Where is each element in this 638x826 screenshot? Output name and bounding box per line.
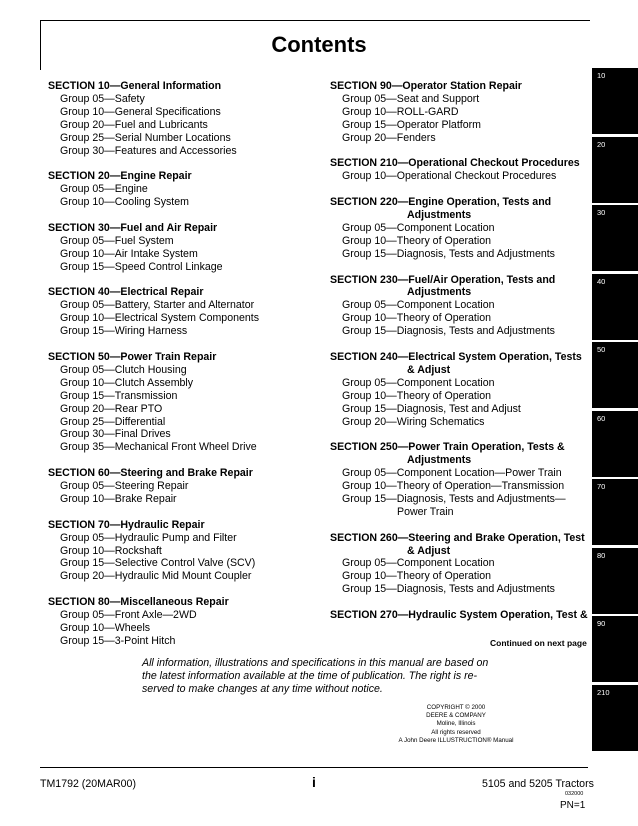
group-entry-line: Group 10—Brake Repair bbox=[60, 492, 177, 505]
group-entry-line: Group 10—Cooling System bbox=[60, 196, 189, 209]
contents-section bbox=[330, 157, 590, 183]
section-title[interactable] bbox=[48, 170, 323, 183]
group-entry[interactable] bbox=[48, 312, 323, 325]
contents-section bbox=[330, 441, 590, 518]
group-entry[interactable] bbox=[330, 170, 590, 183]
contents-section bbox=[330, 532, 590, 597]
copyright-line: Moline, Illinois bbox=[436, 720, 476, 728]
group-entry[interactable] bbox=[330, 93, 590, 106]
section-title[interactable] bbox=[48, 467, 323, 480]
group-entry[interactable] bbox=[48, 299, 323, 312]
group-entry-line: Group 35—Mechanical Front Wheel Drive bbox=[60, 441, 257, 454]
group-entry[interactable] bbox=[330, 248, 590, 261]
group-entry-line: Group 05—Component Location bbox=[342, 557, 495, 570]
section-tab[interactable] bbox=[592, 685, 638, 751]
contents-section bbox=[48, 519, 323, 584]
section-tab-label: 50 bbox=[597, 345, 606, 354]
group-entry[interactable] bbox=[330, 570, 590, 583]
group-entry-line: Group 05—Component Location bbox=[342, 376, 495, 389]
group-entry[interactable] bbox=[48, 235, 323, 248]
frame-top-rule bbox=[40, 20, 590, 21]
contents-section bbox=[48, 467, 323, 506]
group-entry[interactable] bbox=[330, 583, 590, 596]
group-entry-line: Group 05—Front Axle—2WD bbox=[60, 609, 197, 622]
section-tab[interactable] bbox=[592, 342, 638, 408]
group-entry[interactable] bbox=[48, 609, 323, 622]
group-entry[interactable] bbox=[48, 493, 323, 506]
group-entry-line: Group 20—Fuel and Lubricants bbox=[60, 118, 208, 131]
group-entry[interactable] bbox=[48, 480, 323, 493]
group-entry[interactable] bbox=[48, 557, 323, 570]
group-entry[interactable] bbox=[48, 441, 323, 454]
group-entry[interactable] bbox=[48, 119, 323, 132]
group-entry[interactable] bbox=[330, 119, 590, 132]
page-title: Contents bbox=[271, 32, 367, 57]
section-tab-label: 20 bbox=[597, 139, 606, 149]
group-entry-line: Group 05—Clutch Housing bbox=[60, 363, 187, 376]
section-tab[interactable] bbox=[592, 137, 638, 203]
group-entry[interactable] bbox=[48, 132, 323, 145]
group-entry-line: Group 05—Safety bbox=[60, 92, 145, 105]
section-title-line: SECTION 10—General Information bbox=[48, 80, 222, 92]
copyright-block bbox=[386, 704, 526, 745]
section-title[interactable] bbox=[330, 196, 590, 222]
section-title-line: SECTION 210—Operational Checkout Procedures bbox=[330, 157, 580, 170]
section-title-line: SECTION 50—Power Train Repair bbox=[48, 350, 217, 363]
section-title-line: SECTION 250—Power Train Operation, Tests & bbox=[330, 441, 565, 454]
copyright-line: DEERE & COMPANY bbox=[426, 712, 486, 720]
section-title[interactable] bbox=[48, 222, 323, 235]
group-entry[interactable] bbox=[48, 196, 323, 209]
group-entry-line: Group 10—Operational Checkout Procedures bbox=[342, 170, 557, 183]
section-title[interactable] bbox=[330, 80, 590, 93]
section-title-line: SECTION 270—Hydraulic System Operation, Test & bbox=[330, 609, 588, 622]
group-entry[interactable] bbox=[48, 93, 323, 106]
group-entry-line: Group 10—Clutch Assembly bbox=[60, 376, 194, 389]
copyright-line: COPYRIGHT © 2000 bbox=[426, 704, 486, 711]
group-entry-line: Group 15—Diagnosis, Test and Adjust bbox=[342, 402, 521, 415]
group-entry[interactable] bbox=[48, 145, 323, 158]
section-tab-label: 80 bbox=[597, 550, 606, 560]
footer-pn: PN=1 bbox=[560, 800, 586, 811]
section-title[interactable] bbox=[48, 80, 323, 93]
section-tab-label: 210 bbox=[597, 687, 610, 697]
group-entry-line: Group 15—Operator Platform bbox=[342, 118, 481, 131]
group-entry-line: Group 10—Theory of Operation—Transmission bbox=[342, 480, 565, 493]
group-entry-line: Group 05—Component Location bbox=[342, 299, 495, 312]
group-entry-line: Group 05—Fuel System bbox=[60, 234, 174, 247]
group-entry[interactable] bbox=[48, 377, 323, 390]
section-title[interactable] bbox=[330, 351, 590, 377]
group-entry-line: Group 30—Final Drives bbox=[60, 428, 171, 441]
group-entry[interactable] bbox=[48, 183, 323, 196]
group-entry-line: Group 30—Features and Accessories bbox=[60, 144, 237, 157]
group-entry-line: Power Train bbox=[397, 505, 454, 518]
section-title-line: SECTION 240—Electrical System Operation, Tests bbox=[330, 350, 582, 363]
group-entry[interactable] bbox=[330, 467, 590, 480]
group-entry[interactable] bbox=[330, 390, 590, 403]
section-title[interactable] bbox=[48, 286, 323, 299]
group-entry-line: Group 10—General Specifications bbox=[60, 105, 221, 118]
group-entry-line: Group 15—Speed Control Linkage bbox=[60, 260, 223, 273]
group-entry[interactable] bbox=[48, 364, 323, 377]
section-title-line: SECTION 80—Miscellaneous Repair bbox=[48, 596, 229, 609]
group-entry-line: Group 20—Rear PTO bbox=[60, 402, 163, 415]
section-title[interactable] bbox=[48, 596, 323, 609]
group-entry[interactable] bbox=[48, 416, 323, 429]
group-entry-line: Group 20—Hydraulic Mid Mount Coupler bbox=[60, 570, 252, 583]
group-entry[interactable] bbox=[330, 235, 590, 248]
group-entry[interactable] bbox=[48, 248, 323, 261]
contents-left-column bbox=[48, 80, 323, 661]
group-entry-line: Group 15—3-Point Hitch bbox=[60, 634, 176, 647]
group-entry-line: Group 10—ROLL-GARD bbox=[342, 105, 459, 118]
section-tab[interactable] bbox=[592, 68, 638, 134]
group-entry-line: Group 10—Theory of Operation bbox=[342, 234, 491, 247]
section-title-line: & Adjust bbox=[407, 544, 451, 557]
section-tab[interactable] bbox=[592, 274, 638, 340]
section-title-line: SECTION 70—Hydraulic Repair bbox=[48, 518, 205, 531]
section-tab-label: 90 bbox=[597, 619, 606, 628]
contents-section bbox=[330, 609, 590, 622]
group-entry[interactable] bbox=[330, 403, 590, 416]
contents-section bbox=[330, 351, 590, 428]
copyright-line: All rights reserved bbox=[431, 728, 481, 736]
section-title-line: SECTION 90—Operator Station Repair bbox=[330, 80, 522, 92]
footer-code: 032000 bbox=[565, 791, 584, 797]
group-entry-line: Group 10—Theory of Operation bbox=[342, 570, 491, 583]
section-title-line: Adjustments bbox=[407, 286, 472, 299]
section-tab[interactable] bbox=[592, 205, 638, 271]
group-entry[interactable] bbox=[48, 106, 323, 119]
group-entry-line: Group 15—Diagnosis, Tests and Adjustments bbox=[342, 247, 555, 260]
group-entry-line: Group 15—Selective Control Valve (SCV) bbox=[60, 557, 256, 570]
section-title[interactable] bbox=[330, 532, 590, 558]
contents-section bbox=[330, 274, 590, 339]
group-entry[interactable] bbox=[48, 635, 323, 648]
group-entry-line: Group 10—Theory of Operation bbox=[342, 389, 491, 402]
group-entry[interactable] bbox=[48, 532, 323, 545]
contents-right-column bbox=[330, 80, 590, 635]
contents-section bbox=[48, 80, 323, 157]
contents-section bbox=[48, 351, 323, 454]
group-entry-line: Group 10—Wheels bbox=[60, 621, 151, 634]
group-entry-line: Group 05—Component Location bbox=[342, 221, 495, 234]
section-tab-label: 60 bbox=[597, 413, 606, 423]
section-title-line: Adjustments bbox=[407, 209, 472, 222]
section-title[interactable] bbox=[330, 157, 590, 170]
section-tab[interactable] bbox=[592, 616, 638, 682]
footer-product: 5105 and 5205 Tractors bbox=[482, 778, 594, 790]
frame-bottom-rule bbox=[40, 767, 588, 768]
group-entry-line: Group 10—Rockshaft bbox=[60, 544, 162, 557]
section-title[interactable] bbox=[48, 519, 323, 532]
section-title-line: SECTION 260—Steering and Brake Operation, Test bbox=[330, 531, 585, 544]
group-entry-line: Group 05—Hydraulic Pump and Filter bbox=[60, 531, 237, 544]
contents-section bbox=[330, 196, 590, 261]
group-entry[interactable] bbox=[330, 106, 590, 119]
contents-section bbox=[48, 596, 323, 648]
group-entry-line: Group 15—Wiring Harness bbox=[60, 325, 188, 338]
group-entry-line: Group 10—Air Intake System bbox=[60, 247, 198, 260]
copyright-line: A John Deere ILLUSTRUCTION® Manual bbox=[398, 736, 514, 744]
group-entry[interactable] bbox=[48, 570, 323, 583]
group-entry[interactable] bbox=[330, 557, 590, 570]
section-tab-label: 70 bbox=[597, 482, 606, 491]
section-title[interactable] bbox=[48, 351, 323, 364]
group-entry-line: Group 15—Transmission bbox=[60, 389, 178, 402]
group-entry-line: Group 15—Diagnosis, Tests and Adjustments bbox=[342, 583, 555, 596]
group-entry-line: Group 05—Engine bbox=[60, 183, 148, 196]
group-entry[interactable] bbox=[48, 325, 323, 338]
section-title-line: SECTION 60—Steering and Brake Repair bbox=[48, 467, 253, 480]
section-title-line: SECTION 20—Engine Repair bbox=[48, 170, 192, 183]
footer-manual-id: TM1792 (20MAR00) bbox=[40, 778, 136, 790]
section-title[interactable] bbox=[330, 274, 590, 300]
group-entry[interactable] bbox=[48, 545, 323, 558]
group-entry-line: Group 05—Steering Repair bbox=[60, 480, 189, 493]
group-entry-line: Group 25—Differential bbox=[60, 415, 166, 428]
section-title[interactable] bbox=[330, 441, 590, 467]
publication-notice: All information, illustrations and specifications in this manual are based on the latest information available at the time of publication. The right is re-served to make changes at any time without notice. bbox=[142, 657, 489, 695]
group-entry-line: Group 10—Theory of Operation bbox=[342, 312, 491, 325]
group-entry-line: Group 15—Diagnosis, Tests and Adjustments— bbox=[342, 492, 566, 505]
group-entry[interactable] bbox=[330, 493, 590, 519]
section-tab-label: 10 bbox=[597, 71, 606, 80]
group-entry-line: Group 20—Fenders bbox=[342, 131, 436, 144]
contents-section bbox=[48, 286, 323, 338]
group-entry-line: Group 20—Wiring Schematics bbox=[342, 415, 485, 428]
group-entry-line: Group 10—Electrical System Components bbox=[60, 312, 260, 325]
group-entry[interactable] bbox=[48, 403, 323, 416]
group-entry-line: Group 05—Battery, Starter and Alternator bbox=[60, 299, 255, 312]
group-entry[interactable] bbox=[330, 222, 590, 235]
group-entry[interactable] bbox=[48, 622, 323, 635]
section-tab-label: 30 bbox=[597, 208, 606, 217]
group-entry[interactable] bbox=[330, 480, 590, 493]
group-entry[interactable] bbox=[330, 312, 590, 325]
group-entry[interactable] bbox=[330, 132, 590, 145]
contents-section bbox=[48, 170, 323, 209]
group-entry-line: Group 05—Seat and Support bbox=[342, 92, 480, 105]
section-title-line: & Adjust bbox=[407, 363, 451, 376]
group-entry[interactable] bbox=[330, 325, 590, 338]
section-title[interactable] bbox=[330, 609, 590, 622]
group-entry-line: Group 05—Component Location—Power Train bbox=[342, 467, 562, 480]
group-entry-line: Group 25—Serial Number Locations bbox=[60, 131, 231, 144]
section-tab[interactable] bbox=[592, 411, 638, 477]
group-entry[interactable] bbox=[48, 428, 323, 441]
section-title-line: Adjustments bbox=[407, 454, 472, 467]
group-entry[interactable] bbox=[330, 377, 590, 390]
section-title-line: SECTION 220—Engine Operation, Tests and bbox=[330, 196, 552, 209]
group-entry[interactable] bbox=[330, 416, 590, 429]
section-tab[interactable] bbox=[592, 548, 638, 614]
contents-section bbox=[330, 80, 590, 145]
section-tab[interactable] bbox=[592, 479, 638, 545]
section-title-line: SECTION 230—Fuel/Air Operation, Tests and bbox=[330, 273, 556, 286]
group-entry[interactable] bbox=[48, 261, 323, 274]
section-title-line: SECTION 40—Electrical Repair bbox=[48, 286, 204, 299]
footer-page-number: i bbox=[312, 774, 316, 790]
contents-section bbox=[48, 222, 323, 274]
continued-note: Continued on next page bbox=[490, 638, 587, 648]
section-title-line: SECTION 30—Fuel and Air Repair bbox=[48, 221, 218, 234]
section-tab-label: 40 bbox=[597, 276, 606, 286]
group-entry[interactable] bbox=[48, 390, 323, 403]
group-entry-line: Group 15—Diagnosis, Tests and Adjustments bbox=[342, 325, 555, 338]
group-entry[interactable] bbox=[330, 299, 590, 312]
